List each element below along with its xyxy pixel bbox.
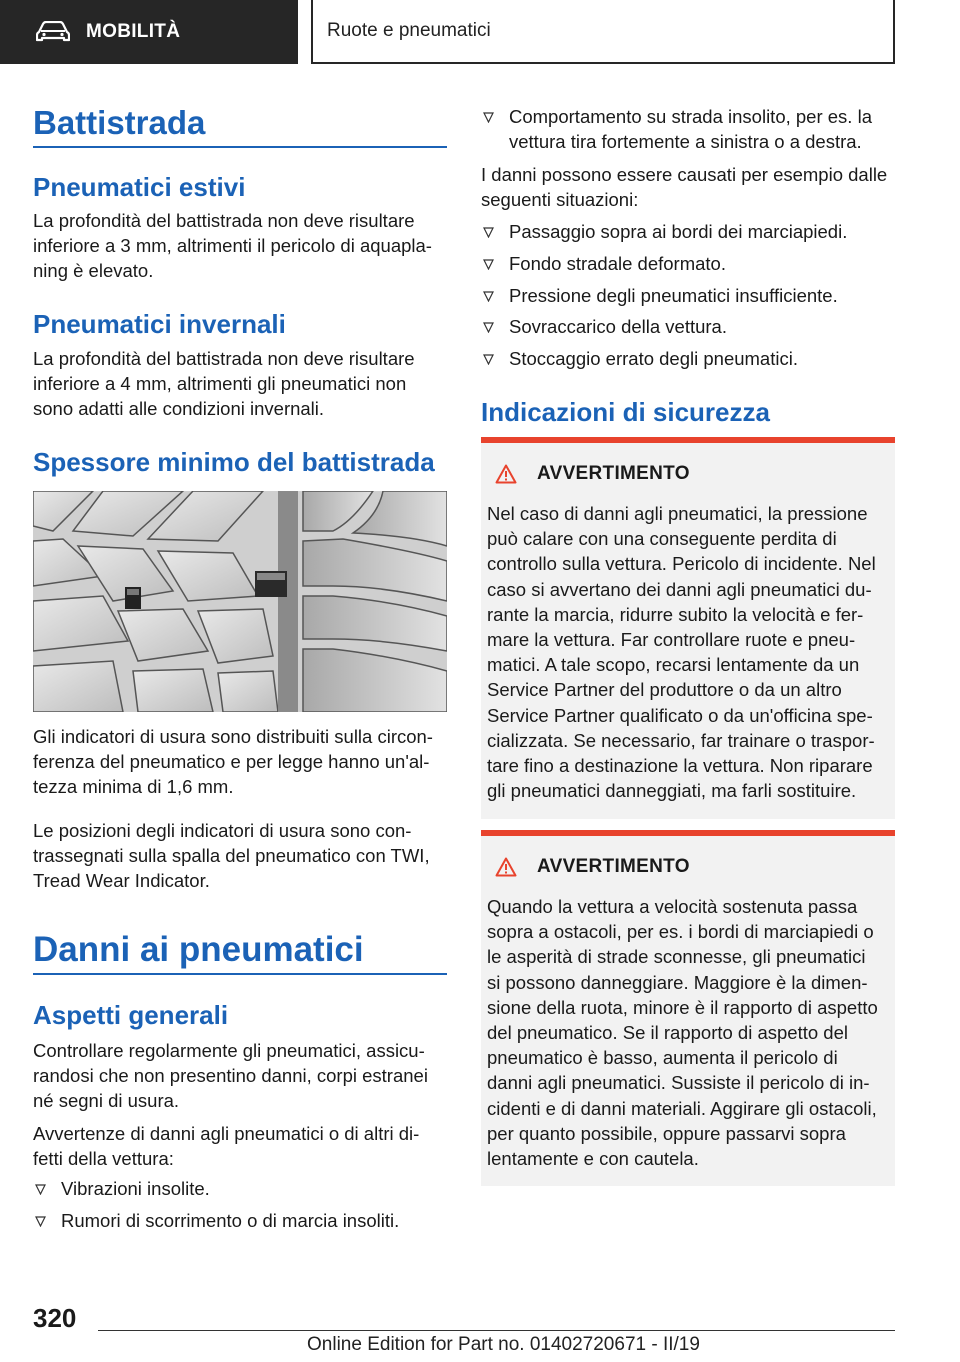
paragraph-avvertenze: Avvertenze di danni agli pneumatici o di altri di‐ fetti della vettura: bbox=[33, 1123, 420, 1169]
page-number: 320 bbox=[33, 1303, 77, 1333]
paragraph-cause: I danni possono essere causati per esempio dalle seguenti situazioni: bbox=[481, 164, 888, 210]
list-item: Comportamento su strada insolito, per es. la vettura tira fortemente a sinistra o a destra. bbox=[481, 104, 872, 154]
list-item: Pressione degli pneumatici insufficiente. bbox=[481, 283, 838, 308]
heading-spessore-minimo: Spessore minimo del battistrada bbox=[33, 447, 435, 477]
warning-box-2 bbox=[481, 830, 895, 1186]
heading-pneumatici-invernali: Pneumatici invernali bbox=[33, 309, 286, 339]
section-label: MOBILITÀ bbox=[86, 21, 181, 42]
footer-edition: Online Edition for Part no. 01402720671 - II/19 bbox=[307, 1334, 700, 1355]
list-item: Rumori di scorrimento o di marcia insoliti. bbox=[33, 1208, 399, 1233]
warning-box-1 bbox=[481, 437, 895, 819]
heading-pneumatici-estivi: Pneumatici estivi bbox=[33, 172, 246, 202]
triangle-bullet-icon bbox=[483, 354, 494, 365]
warning-title: AVVERTIMENTO bbox=[537, 856, 690, 877]
list-item: Stoccaggio errato degli pneumatici. bbox=[481, 346, 798, 371]
warning-text: Quando la vettura a velocità sostenuta passa sopra a ostacoli, per es. i bordi di marciapiedi o le asperità di strade sconnesse, gli pneumatici si possono danneggiare. Maggiore è la dimen‐ sione della ruota, minore è il rapporto di aspetto del pneumatico. Se il rapporto di aspetto del pneumatico è basso, aumenta il pericolo di danni agli pneumatici. Sussiste il pericolo di in‐ cidenti e di danni materiali. Aggirare gli ostacoli, per quanto possibile, oppure passarvi sopra lentamente e con cautela. bbox=[487, 896, 878, 1170]
tire-tread-illustration bbox=[33, 491, 447, 712]
triangle-bullet-icon bbox=[483, 322, 494, 333]
heading-aspetti-generali: Aspetti generali bbox=[33, 1000, 229, 1030]
paragraph-posizioni: Le posizioni degli indicatori di usura sono con‐ trassegnati sulla spalla del pneumatico con TWI, Tread Wear Indicator. bbox=[33, 820, 430, 891]
triangle-bullet-icon bbox=[483, 259, 494, 270]
page-title-battistrada: Battistrada bbox=[33, 104, 206, 141]
warning-triangle-icon bbox=[495, 464, 517, 484]
header-section-tab[interactable] bbox=[0, 0, 298, 64]
car-icon bbox=[36, 21, 70, 43]
list-item: Fondo stradale deformato. bbox=[481, 251, 726, 276]
warning-triangle-icon bbox=[495, 857, 517, 877]
list-item: Vibrazioni insolite. bbox=[33, 1176, 210, 1201]
paragraph-aspetti: Controllare regolarmente gli pneumatici, assicu‐ randosi che non presentino danni, corpi estranei né segni di usura. bbox=[33, 1040, 428, 1111]
triangle-bullet-icon bbox=[35, 1216, 46, 1227]
heading-indicazioni-sicurezza: Indicazioni di sicurezza bbox=[481, 397, 770, 427]
page-title-danni: Danni ai pneumatici bbox=[33, 930, 364, 969]
paragraph-indicatori: Gli indicatori di usura sono distribuiti sulla circon‐ ferenza del pneumatico e per legge hanno un'al‐ tezza minima di 1,6 mm. bbox=[33, 726, 433, 797]
chapter-label: Ruote e pneumatici bbox=[327, 20, 491, 41]
warning-header bbox=[495, 856, 690, 878]
footer-rule bbox=[98, 1330, 895, 1331]
list-item: Passaggio sopra ai bordi dei marciapiedi. bbox=[481, 219, 847, 244]
paragraph-estivi: La profondità del battistrada non deve risultare inferiore a 3 mm, altrimenti il pericolo di aquapla‐ ning è elevato. bbox=[33, 210, 432, 281]
chapter-header bbox=[311, 0, 895, 64]
list-item: Sovraccarico della vettura. bbox=[481, 314, 727, 339]
danni-rule bbox=[33, 973, 447, 975]
tire-tread-image bbox=[33, 491, 447, 712]
title-rule bbox=[33, 146, 447, 148]
paragraph-invernali: La profondità del battistrada non deve risultare inferiore a 4 mm, altrimenti gli pneumatici non sono adatti alle condizioni invernali. bbox=[33, 348, 415, 419]
triangle-bullet-icon bbox=[483, 227, 494, 238]
warning-header bbox=[495, 463, 690, 485]
triangle-bullet-icon bbox=[483, 291, 494, 302]
triangle-bullet-icon bbox=[483, 112, 494, 123]
triangle-bullet-icon bbox=[35, 1184, 46, 1195]
warning-text: Nel caso di danni agli pneumatici, la pressione può calare con una conseguente perdita di controllo sulla vettura. Pericolo di incidente. Nel caso si avvertano dei danni agli pneumatici du‐ rante la marcia, ridurre subito la velocità e fer‐ mare la vettura. Far controllare ruote e pneu‐ matici. A tale scopo, recarsi lentamente da un Service Partner del produttore o da un altro Service Partner qualificato o da un'officina spe‐ cializzata. Se necessario, far trainare o traspor‐ tare fino a destinazione la vettura. Non riparare gli pneumatici danneggiati, ma farli sostituire. bbox=[487, 503, 876, 802]
warning-title: AVVERTIMENTO bbox=[537, 463, 690, 484]
